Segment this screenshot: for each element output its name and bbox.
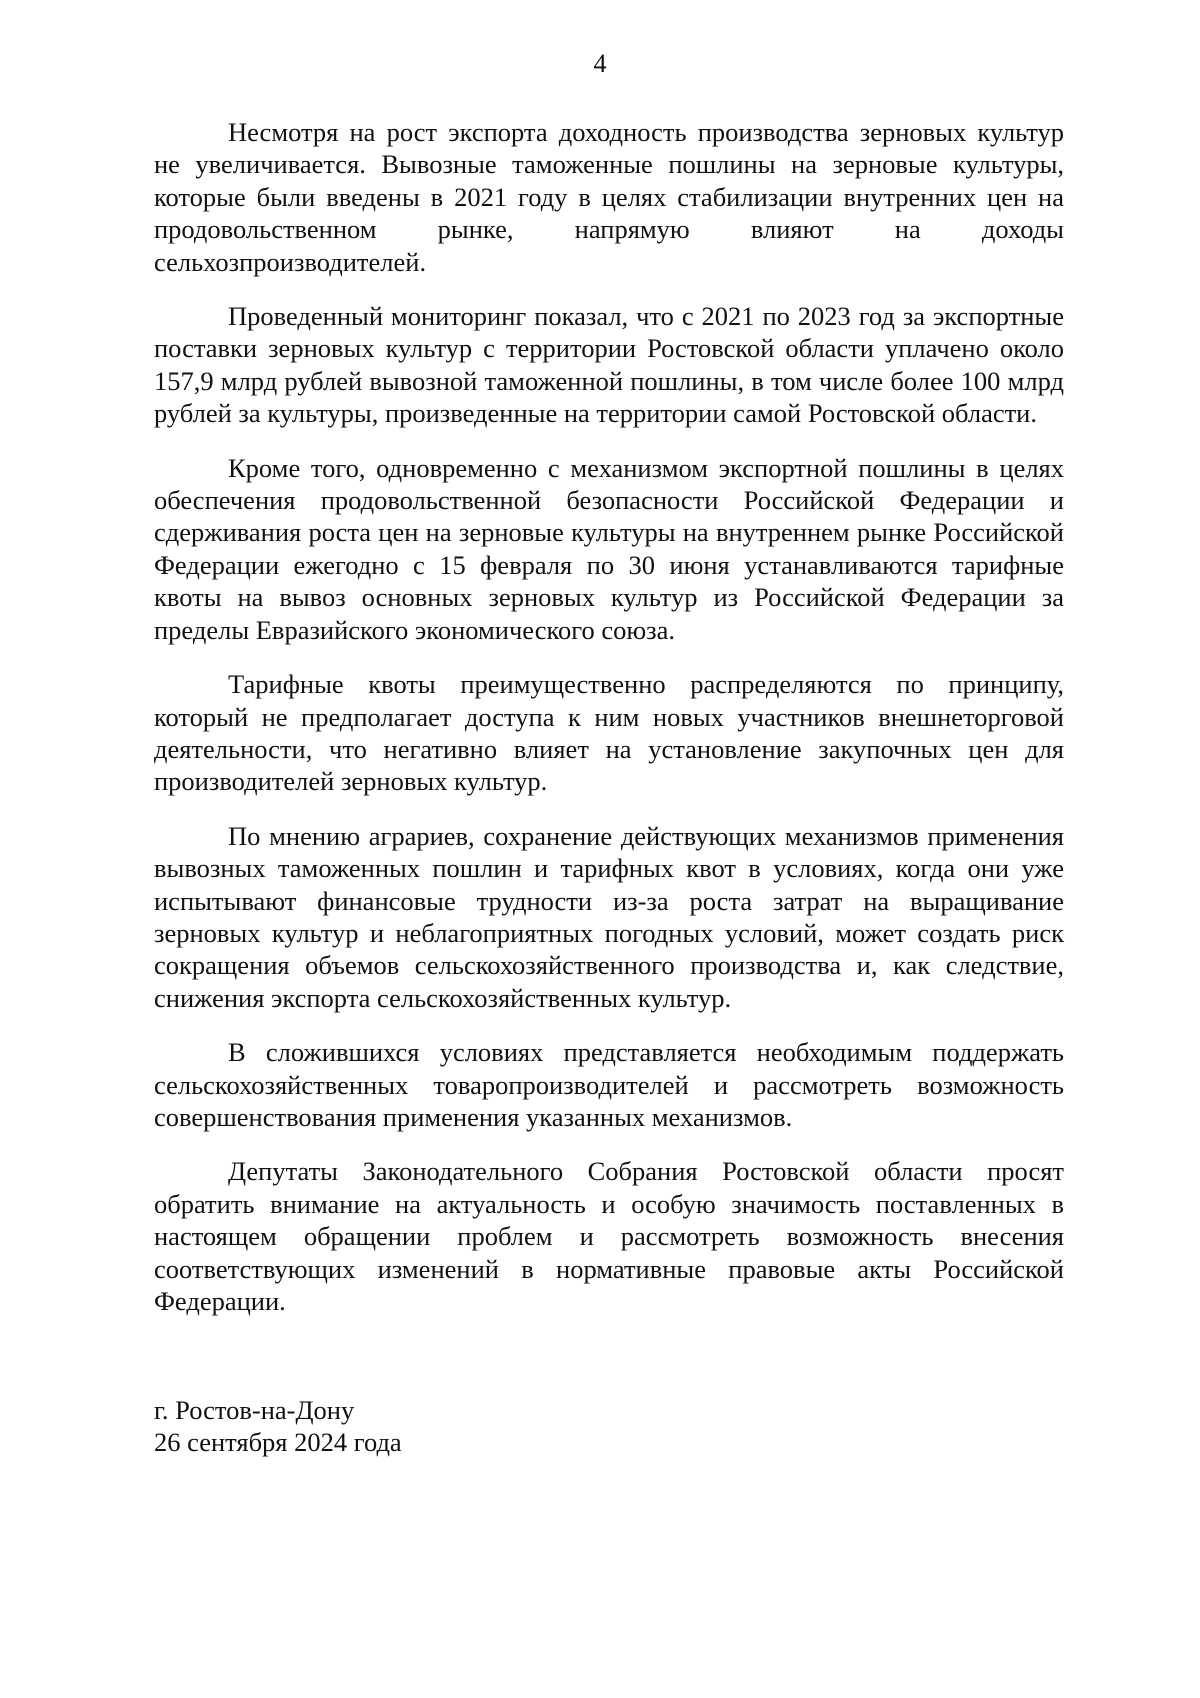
page-number: 4	[593, 49, 607, 78]
document-body	[154, 116, 1064, 1339]
paragraph-support-proposal: В сложившихся условиях представляется необходимым поддержать сельскохозяйственных товаропроизводителей и рассмотреть возможность совершенствования применения указанных механизмов.	[154, 1037, 1064, 1132]
paragraph-quota-distribution: Тарифные квоты преимущественно распределяются по принципу, который не предполагает доступа к ним новых участников внешнеторговой деятельности, что негативно влияет на установление закупочных цен для производителей зерновых культур.	[154, 669, 1064, 797]
signature-place: г. Ростов-на-Дону	[154, 1395, 355, 1425]
signature-date: 26 сентября 2024 года	[154, 1427, 402, 1458]
paragraph-farmers-opinion: По мнению аграриев, сохранение действующих механизмов применения вывозных таможенных пошлин и тарифных квот в условиях, когда они уже испытывают финансовые трудности из-за роста затрат на выращивание зерновых культур и неблагоприятных погодных условий, может создать риск сокращения объемов сельскохозяйственного производства и, как следствие, снижения экспорта сельскохозяйственных культур.	[154, 820, 1064, 1013]
paragraph-deputies-request: Депутаты Законодательного Собрания Ростовской области просят обратить внимание на актуальность и особую значимость поставленных в настоящем обращении проблем и рассмотреть возможность внесения соответствующих изменений в нормативные правовые акты Российской Федерации.	[154, 1156, 1064, 1316]
paragraph-tariff-quotas-mechanism: Кроме того, одновременно с механизмом экспортной пошлины в целях обеспечения продовольственной безопасности Российской Федерации и сдерживания роста цен на зерновые культуры на внутреннем рынке Российской Федерации ежегодно с 15 февраля по 30 июня устанавливаются тарифные квоты на вывоз основных зерновых культур из Российской Федерации за пределы Евразийского экономического союза.	[154, 452, 1064, 645]
paragraph-monitoring-results: Проведенный мониторинг показал, что с 2021 по 2023 год за экспортные поставки зерновых культур с территории Ростовской области уплачено около 157,9 млрд рублей вывозной таможенной пошлины, в том числе более 100 млрд рублей за культуры, произведенные на территории самой Ростовской области.	[154, 301, 1064, 429]
signature-block	[154, 1394, 754, 1459]
paragraph-export-profitability: Несмотря на рост экспорта доходность производства зерновых культур не увеличивается. Вывозные таможенные пошлины на зерновые культуры, которые были введены в 2021 году в целях стабилизации внутренних цен на продовольственном рынке, напрямую влияют на доходы сельхозпроизводителей.	[154, 117, 1064, 277]
